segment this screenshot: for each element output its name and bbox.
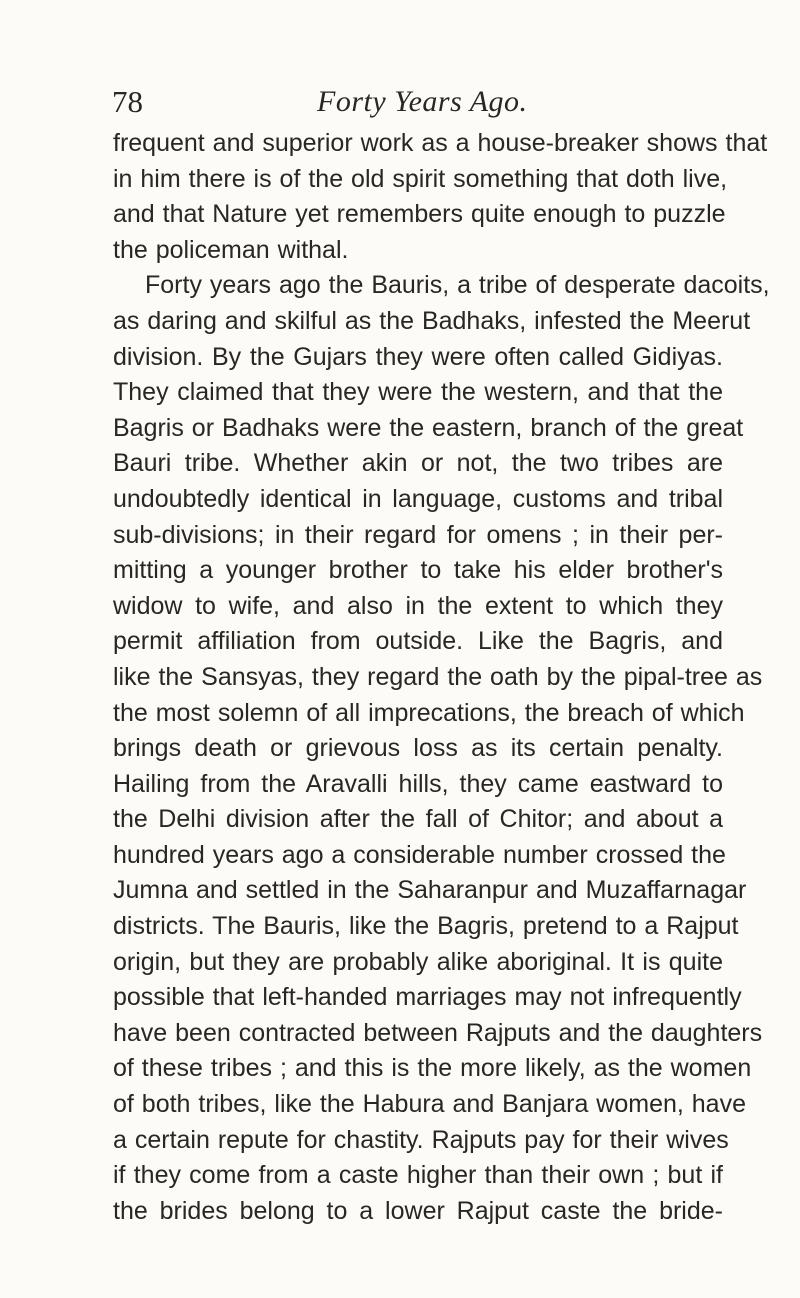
- text-line: Bauri tribe. Whether akin or not, the two tribes are: [113, 449, 723, 478]
- text-line: districts. The Bauris, like the Bagris, pretend to a Rajput: [113, 912, 739, 941]
- text-line: like the Sansyas, they regard the oath by the pipal-tree as: [113, 662, 763, 691]
- text-line: Bagris or Badhaks were the eastern, branch of the great: [113, 413, 744, 442]
- running-head: [112, 82, 732, 122]
- text-line: the brides belong to a lower Rajput caste the bride-: [113, 1196, 723, 1225]
- text-line: frequent and superior work as a house-breaker shows that: [113, 129, 768, 157]
- text-line: as daring and skilful as the Badhaks, infested the Meerut: [113, 306, 751, 335]
- text-line: a certain repute for chastity. Rajputs pay for their wives: [113, 1125, 729, 1154]
- text-line: of these tribes ; and this is the more likely, as the women: [113, 1054, 752, 1083]
- text-line: brings death or grievous loss as its certain penalty.: [113, 734, 723, 763]
- text-line: Forty years ago the Bauris, a tribe of desperate dacoits,: [145, 271, 770, 300]
- text-line: the policeman withal.: [113, 235, 349, 264]
- text-line: of both tribes, like the Habura and Banjara women, have: [113, 1090, 746, 1119]
- text-line: origin, but they are probably alike aboriginal. It is quite: [113, 947, 723, 976]
- text-line: and that Nature yet remembers quite enough to puzzle: [113, 200, 726, 229]
- text-line: permit affiliation from outside. Like the Bagris, and: [113, 627, 723, 656]
- text-line: hundred years ago a considerable number crossed the: [113, 840, 726, 869]
- text-line: possible that left-handed marriages may not infrequently: [113, 983, 742, 1012]
- text-line: the Delhi division after the fall of Chitor; and about a: [113, 805, 723, 834]
- text-line: Jumna and settled in the Saharanpur and Muzaffarnagar: [113, 876, 747, 905]
- text-line: mitting a younger brother to take his elder brother's: [113, 556, 723, 585]
- text-line: if they come from a caste higher than their own ; but if: [113, 1161, 723, 1190]
- text-line: sub-divisions; in their regard for omens ; in their per-: [113, 520, 723, 549]
- text-line: the most solemn of all imprecations, the breach of which: [113, 698, 745, 727]
- text-line: They claimed that they were the western, and that the: [113, 378, 723, 407]
- text-line: have been contracted between Rajputs and the daughters: [113, 1018, 763, 1047]
- text-line: widow to wife, and also in the extent to which they: [113, 591, 723, 620]
- page-number: 78: [112, 84, 143, 119]
- text-line: Hailing from the Aravalli hills, they came eastward to: [113, 769, 723, 798]
- running-title: Forty Years Ago.: [317, 85, 528, 118]
- body-text: [113, 126, 770, 1229]
- text-line: division. By the Gujars they were often called Gidiyas.: [113, 342, 723, 371]
- text-line: undoubtedly identical in language, customs and tribal: [113, 484, 723, 513]
- text-line: in him there is of the old spirit something that doth live,: [113, 164, 728, 193]
